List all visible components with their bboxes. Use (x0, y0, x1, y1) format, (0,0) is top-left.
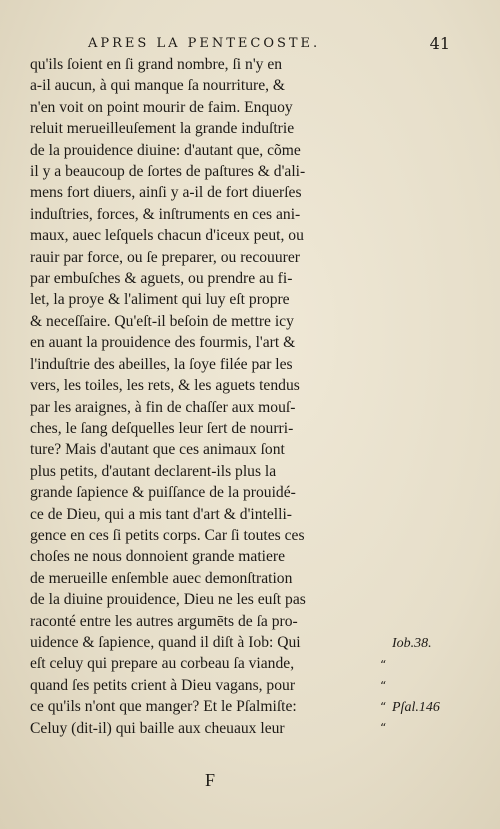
text-line: n'en voit on point mourir de faim. Enquoy (30, 98, 293, 116)
quote-mark: “ (380, 658, 387, 672)
running-header (88, 34, 450, 53)
text-line: vers, les toiles, les rets, & les aguets tendus (30, 377, 300, 395)
text-line: let, la proye & l'aliment qui luy eſt propre (30, 291, 290, 309)
text-line: de la diuine prouidence, Dieu ne les euſt pas (30, 591, 306, 609)
signature-mark: F (205, 770, 216, 790)
text-line: raconté entre les autres argumēts de ſa pro- (30, 612, 298, 630)
text-line: par embuſches & aguets, ou prendre au fi- (30, 270, 293, 288)
text-line: quand ſes petits crient à Dieu vagans, pour (30, 676, 296, 694)
text-line: en auant la prouidence des fourmis, l'art & (30, 334, 296, 352)
text-line: eſt celuy qui prepare au corbeau ſa viande, (30, 655, 295, 673)
body-text (30, 54, 390, 739)
text-line: ches, le ſang deſquelles leur ſert de nourri- (30, 419, 294, 437)
text-line: rauir par force, ou ſe preparer, ou recouurer (30, 248, 300, 266)
text-line: plus petits, d'autant declarent-ils plus la (30, 462, 277, 480)
quote-mark: “ (380, 700, 387, 714)
text-line: ce qu'ils n'ont que manger? Et le Pſalmiſte: (30, 698, 297, 716)
text-line: choſes ne nous donnoient grande matiere (30, 548, 286, 566)
text-line: de la prouidence diuine: d'autant que, cõme (30, 141, 301, 159)
text-line: ce de Dieu, qui a mis tant d'art & d'intelli- (30, 505, 292, 523)
text-line: & neceſſaire. Qu'eſt-il beſoin de mettre icy (30, 312, 294, 330)
text-line: ture? Mais d'autant que ces animaux ſont (30, 441, 285, 459)
page-number: 41 (429, 34, 450, 53)
text-line: qu'ils ſoient en ſi grand nombre, ſi n'y en (30, 56, 283, 73)
text-line: mens fort diuers, ainſi y a-il de fort diuerſes (30, 184, 302, 202)
margin-note-job: Iob.38. (392, 636, 432, 651)
text-line: Celuy (dit-il) qui baille aux cheuaux leur (30, 719, 285, 737)
text-line: uidence & ſapience, quand il diſt à Iob: Qui (30, 633, 301, 651)
text-line: de merueille enſemble auec demonſtration (30, 569, 293, 587)
text-line: induſtries, forces, & inſtruments en ces ani- (30, 205, 301, 223)
text-line: a-il aucun, à qui manque ſa nourriture, & (30, 77, 286, 95)
text-line: gence en ces ſi petits corps. Car ſi toutes ces (30, 526, 305, 544)
text-line: maux, auec leſquels chacun d'iceux peut, ou (30, 227, 304, 245)
running-title: APRES LA PENTECOSTE. (88, 36, 321, 51)
quote-mark: “ (380, 721, 387, 735)
text-line: par les araignes, à fin de chaſſer aux mouſ- (30, 398, 296, 416)
text-line: grande ſapience & puiſſance de la prouidé- (30, 484, 296, 502)
text-line: l'induſtrie des abeilles, la ſoye filée par les (30, 355, 293, 373)
text-line: il y a beaucoup de ſortes de paſtures & d'ali- (30, 163, 306, 181)
quote-mark: “ (380, 679, 387, 693)
text-line: reluit merueilleuſement la grande induſtrie (30, 120, 295, 138)
margin-note-psalm: Pſal.146 (392, 700, 440, 715)
